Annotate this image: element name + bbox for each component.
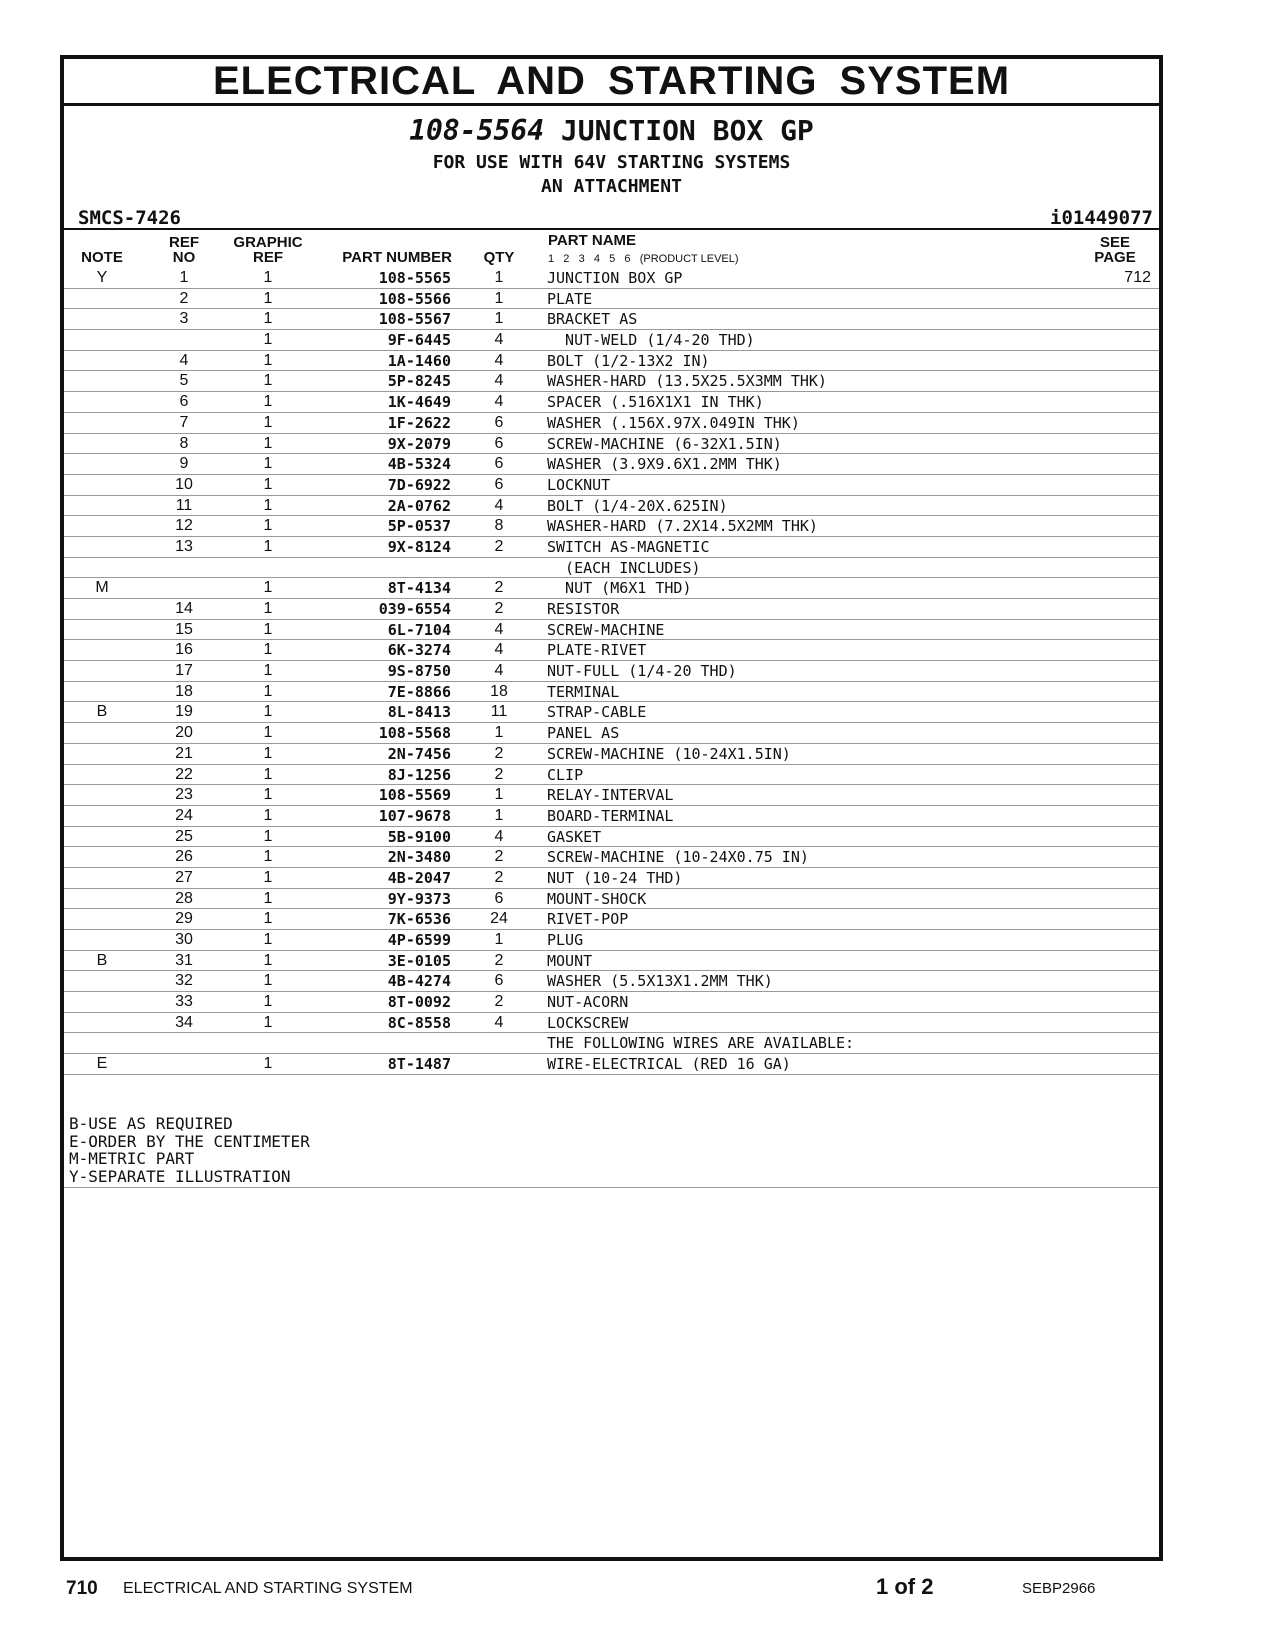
col-note: NOTE <box>81 249 123 266</box>
part-graphic-ref: 1 <box>263 600 273 617</box>
part-number: 1A-1460 <box>387 351 451 370</box>
part-name: WASHER (5.5X13X1.2MM THK) <box>547 972 773 991</box>
col-graphic-top: GRAPHIC <box>233 234 303 251</box>
part-qty: 4 <box>494 351 504 369</box>
part-graphic-ref: 1 <box>263 372 273 390</box>
part-ref-no: 28 <box>175 889 193 907</box>
smcs-code: SMCS-7426 <box>78 207 181 229</box>
part-number: 9S-8750 <box>387 662 451 681</box>
part-name: BRACKET AS <box>547 310 638 329</box>
table-row <box>64 971 1159 992</box>
part-graphic-ref: 1 <box>263 744 273 762</box>
part-note: B <box>96 951 108 969</box>
part-qty: 11 <box>490 703 508 721</box>
part-ref-no: 30 <box>175 931 193 948</box>
part-graphic-ref: 1 <box>263 848 273 866</box>
part-number: 9Y-9373 <box>387 889 451 908</box>
part-number: 6K-3274 <box>387 641 451 660</box>
part-ref-no: 32 <box>175 972 193 990</box>
table-row <box>64 702 1159 723</box>
table-row <box>64 578 1159 599</box>
part-qty: 4 <box>494 1013 504 1031</box>
part-qty: 4 <box>494 331 504 349</box>
table-row <box>64 330 1159 351</box>
part-name: SWITCH AS-MAGNETIC <box>547 537 710 556</box>
part-number: 8L-8413 <box>387 703 451 722</box>
col-see-bottom: PAGE <box>1094 249 1136 266</box>
col-graphic-bottom: REF <box>253 249 283 266</box>
part-graphic-ref: 1 <box>263 351 273 369</box>
part-graphic-ref: 1 <box>263 1055 273 1073</box>
part-name: BOARD-TERMINAL <box>547 806 674 825</box>
part-graphic-ref: 1 <box>263 289 273 307</box>
notes-legend <box>69 1115 310 1185</box>
table-row <box>64 889 1159 910</box>
part-name: WASHER (3.9X9.6X1.2MM THK) <box>547 455 782 474</box>
part-qty: 1 <box>494 931 504 948</box>
part-graphic-ref: 1 <box>263 517 273 535</box>
table-row <box>64 640 1159 661</box>
table-row <box>64 951 1159 972</box>
part-ref-no: 8 <box>179 434 189 452</box>
table-row <box>64 992 1159 1013</box>
part-name: STRAP-CABLE <box>547 703 647 722</box>
part-number: 3E-0105 <box>387 951 451 970</box>
group-number: 108-5564 <box>409 114 545 147</box>
part-ref-no: 20 <box>175 724 193 742</box>
part-name: WASHER (.156X.97X.049IN THK) <box>547 413 800 432</box>
part-graphic-ref: 1 <box>263 868 273 886</box>
table-row <box>64 351 1159 372</box>
table-row <box>64 371 1159 392</box>
table-row <box>64 868 1159 889</box>
table-row <box>64 475 1159 496</box>
part-qty: 6 <box>494 455 504 473</box>
part-number: 6L-7104 <box>387 620 451 639</box>
part-qty: 18 <box>490 682 508 700</box>
part-name: WASHER-HARD (7.2X14.5X2MM THK) <box>547 517 818 536</box>
part-note: M <box>95 579 109 597</box>
part-graphic-ref: 1 <box>263 475 273 493</box>
part-name: NUT (10-24 THD) <box>547 868 683 887</box>
part-name: LOCKNUT <box>547 475 611 494</box>
part-ref-no: 26 <box>175 848 193 866</box>
table-row <box>64 744 1159 765</box>
part-number: 2N-7456 <box>387 744 451 763</box>
part-ref-no: 3 <box>179 310 189 328</box>
part-qty: 4 <box>494 372 504 390</box>
part-ref-no: 9 <box>179 455 189 473</box>
table-row <box>64 806 1159 827</box>
part-qty: 2 <box>494 537 504 555</box>
part-name: (EACH INCLUDES) <box>547 558 701 577</box>
part-qty: 2 <box>494 744 504 762</box>
table-row <box>64 289 1159 310</box>
part-qty: 1 <box>494 289 504 307</box>
part-ref-no: 5 <box>179 372 189 390</box>
part-qty: 6 <box>494 434 504 452</box>
part-graphic-ref: 1 <box>263 413 273 431</box>
part-name: WIRE-ELECTRICAL (RED 16 GA) <box>547 1055 791 1074</box>
part-number: 8J-1256 <box>387 765 451 784</box>
part-qty: 4 <box>494 641 504 659</box>
part-number: 108-5568 <box>378 724 451 743</box>
part-graphic-ref: 1 <box>263 310 273 328</box>
part-graphic-ref: 1 <box>263 579 273 597</box>
part-qty: 2 <box>494 993 504 1011</box>
table-row <box>64 723 1159 744</box>
table-row <box>64 413 1159 434</box>
publication-number: SEBP2966 <box>1022 1580 1096 1597</box>
table-row <box>64 620 1159 641</box>
part-number: 4B-4274 <box>387 972 451 991</box>
part-number: 5B-9100 <box>387 827 451 846</box>
part-number: 5P-8245 <box>387 372 451 391</box>
part-ref-no: 24 <box>175 806 193 824</box>
part-number: 4P-6599 <box>387 931 451 949</box>
part-qty: 2 <box>494 600 504 617</box>
part-name: TERMINAL <box>547 682 620 701</box>
part-number: 1F-2622 <box>387 413 451 432</box>
part-number: 5P-0537 <box>387 517 451 536</box>
note-b: B-USE AS REQUIRED <box>69 1114 233 1133</box>
part-ref-no: 22 <box>175 765 193 783</box>
table-row <box>64 785 1159 806</box>
part-note: B <box>96 703 108 721</box>
part-graphic-ref: 1 <box>263 620 273 638</box>
part-graphic-ref: 1 <box>263 434 273 452</box>
part-ref-no: 7 <box>179 413 189 431</box>
part-qty: 1 <box>494 806 504 824</box>
part-ref-no: 31 <box>175 951 193 969</box>
part-graphic-ref: 1 <box>263 662 273 680</box>
part-qty: 6 <box>494 413 504 431</box>
part-qty: 2 <box>494 579 504 597</box>
part-graphic-ref: 1 <box>263 765 273 783</box>
table-row <box>64 1013 1159 1034</box>
group-title <box>64 114 1159 148</box>
header-divider <box>64 228 1159 230</box>
table-row <box>64 392 1159 413</box>
part-number: 7E-8866 <box>387 682 451 701</box>
part-graphic-ref: 1 <box>263 806 273 824</box>
part-number: 2A-0762 <box>387 496 451 515</box>
part-graphic-ref: 1 <box>263 827 273 845</box>
part-graphic-ref: 1 <box>263 724 273 742</box>
table-row <box>64 909 1159 930</box>
part-ref-no: 4 <box>179 351 189 369</box>
part-name: MOUNT-SHOCK <box>547 889 647 908</box>
part-qty: 24 <box>490 910 508 928</box>
table-row <box>64 661 1159 682</box>
part-ref-no: 33 <box>175 993 193 1011</box>
table-row <box>64 599 1159 620</box>
part-ref-no: 25 <box>175 827 193 845</box>
part-name: SCREW-MACHINE <box>547 620 665 639</box>
part-name: CLIP <box>547 765 584 784</box>
col-ref-top: REF <box>169 234 199 251</box>
table-row <box>64 268 1159 289</box>
part-number: 9X-8124 <box>387 537 451 556</box>
part-ref-no: 21 <box>175 744 193 762</box>
part-qty: 2 <box>494 848 504 866</box>
part-number: 7D-6922 <box>387 475 451 494</box>
part-name: MOUNT <box>547 951 593 970</box>
col-qty: QTY <box>483 249 515 266</box>
table-row <box>64 1054 1159 1075</box>
part-qty: 6 <box>494 475 504 493</box>
table-row <box>64 309 1159 330</box>
part-graphic-ref: 1 <box>263 682 273 700</box>
part-graphic-ref: 1 <box>263 786 273 804</box>
part-name: WASHER-HARD (13.5X25.5X3MM THK) <box>547 372 827 391</box>
part-number: 8T-1487 <box>387 1055 451 1074</box>
part-name: NUT-WELD (1/4-20 THD) <box>547 331 755 350</box>
part-graphic-ref: 1 <box>263 269 273 286</box>
table-row <box>64 434 1159 455</box>
part-graphic-ref: 1 <box>263 889 273 907</box>
part-ref-no: 2 <box>179 289 189 307</box>
part-qty: 4 <box>494 393 504 411</box>
part-name: NUT (M6X1 THD) <box>547 579 692 598</box>
group-name: JUNCTION BOX GP <box>544 114 814 147</box>
system-title: ELECTRICAL AND STARTING SYSTEM <box>64 59 1159 106</box>
part-number: 1K-4649 <box>387 393 451 412</box>
part-ref-no: 27 <box>175 868 193 886</box>
part-number: 4B-5324 <box>387 455 451 474</box>
part-note: Y <box>96 269 108 286</box>
part-name: SPACER (.516X1X1 IN THK) <box>547 393 764 412</box>
part-number: 9F-6445 <box>387 331 451 350</box>
part-number: 108-5565 <box>378 269 451 287</box>
part-qty: 6 <box>494 972 504 990</box>
part-number: 108-5569 <box>378 786 451 805</box>
part-name: GASKET <box>547 827 602 846</box>
part-name: PLATE-RIVET <box>547 641 647 660</box>
part-ref-no: 13 <box>175 537 193 555</box>
part-see-page: 712 <box>1124 269 1151 286</box>
part-number: 4B-2047 <box>387 868 451 887</box>
table-row <box>64 930 1159 951</box>
part-name: SCREW-MACHINE (10-24X0.75 IN) <box>547 848 809 867</box>
part-ref-no: 6 <box>179 393 189 411</box>
note-y: Y-SEPARATE ILLUSTRATION <box>69 1166 291 1186</box>
usage-line: FOR USE WITH 64V STARTING SYSTEMS <box>432 152 791 173</box>
part-graphic-ref: 1 <box>263 641 273 659</box>
part-graphic-ref: 1 <box>263 972 273 990</box>
part-qty: 1 <box>494 786 504 804</box>
part-name: NUT-FULL (1/4-20 THD) <box>547 662 737 681</box>
part-name: SCREW-MACHINE (6-32X1.5IN) <box>547 434 782 453</box>
part-ref-no: 14 <box>175 600 193 617</box>
part-graphic-ref: 1 <box>263 1013 273 1031</box>
part-graphic-ref: 1 <box>263 993 273 1011</box>
col-see-top: SEE <box>1099 234 1130 251</box>
table-row <box>64 516 1159 537</box>
attachment-line: AN ATTACHMENT <box>541 176 682 197</box>
part-ref-no: 29 <box>175 910 193 928</box>
part-name: LOCKSCREW <box>547 1013 629 1032</box>
part-ref-no: 17 <box>175 662 193 680</box>
part-graphic-ref: 1 <box>263 537 273 555</box>
page-count: 1 of 2 <box>876 1574 934 1599</box>
part-name: RELAY-INTERVAL <box>547 786 674 805</box>
part-qty: 1 <box>494 269 504 286</box>
part-note: E <box>96 1055 108 1073</box>
part-graphic-ref: 1 <box>263 951 273 969</box>
notes-divider <box>64 1187 1159 1188</box>
part-number: 108-5566 <box>378 289 451 308</box>
part-qty: 2 <box>494 951 504 969</box>
part-number: 107-9678 <box>378 806 451 825</box>
table-row <box>64 496 1159 517</box>
part-name: RESISTOR <box>547 600 620 618</box>
part-graphic-ref: 1 <box>263 393 273 411</box>
part-name: PLATE <box>547 289 593 308</box>
part-number: 039-6554 <box>378 600 451 618</box>
part-ref-no: 34 <box>175 1013 193 1031</box>
product-level-scale: 1 2 3 4 5 6 (PRODUCT LEVEL) <box>548 253 739 265</box>
part-name: PANEL AS <box>547 724 620 743</box>
table-row <box>64 847 1159 868</box>
part-name: JUNCTION BOX GP <box>547 269 683 287</box>
part-name: NUT-ACORN <box>547 993 629 1012</box>
part-name: BOLT (1/4-20X.625IN) <box>547 496 728 515</box>
col-part-name: PART NAME <box>548 232 637 249</box>
table-row <box>64 537 1159 558</box>
page-number: 710 <box>66 1578 98 1599</box>
part-qty: 4 <box>494 662 504 680</box>
part-number: 7K-6536 <box>387 910 451 929</box>
part-qty: 4 <box>494 827 504 845</box>
part-number: 8C-8558 <box>387 1013 451 1032</box>
part-graphic-ref: 1 <box>263 910 273 928</box>
part-number: 9X-2079 <box>387 434 451 453</box>
part-number: 2N-3480 <box>387 848 451 867</box>
part-number: 8T-0092 <box>387 993 451 1012</box>
part-graphic-ref: 1 <box>263 331 273 349</box>
part-number: 108-5567 <box>378 310 451 329</box>
parts-table <box>64 268 1159 1075</box>
part-number: 8T-4134 <box>387 579 451 598</box>
part-ref-no: 12 <box>175 517 193 535</box>
part-qty: 6 <box>494 889 504 907</box>
part-qty: 1 <box>494 724 504 742</box>
footer-section-title: ELECTRICAL AND STARTING SYSTEM <box>123 1580 413 1597</box>
table-row <box>64 1033 1159 1054</box>
part-ref-no: 1 <box>179 269 189 286</box>
part-ref-no: 19 <box>175 703 193 721</box>
part-graphic-ref: 1 <box>263 496 273 514</box>
part-ref-no: 11 <box>175 496 193 514</box>
part-name: RIVET-POP <box>547 910 629 929</box>
parts-page-frame <box>60 55 1163 1561</box>
part-ref-no: 16 <box>175 641 193 659</box>
note-m: M-METRIC PART <box>69 1149 195 1168</box>
part-name: BOLT (1/2-13X2 IN) <box>547 351 710 370</box>
part-ref-no: 23 <box>175 786 193 804</box>
col-ref-bottom: NO <box>172 249 196 266</box>
part-name: SCREW-MACHINE (10-24X1.5IN) <box>547 744 791 763</box>
table-row <box>64 827 1159 848</box>
part-name: PLUG <box>547 931 584 949</box>
table-row <box>64 454 1159 475</box>
note-e: E-ORDER BY THE CENTIMETER <box>69 1131 310 1151</box>
part-ref-no: 10 <box>175 475 193 493</box>
illustration-id: i01449077 <box>1050 207 1153 229</box>
part-ref-no: 18 <box>175 682 193 700</box>
part-qty: 4 <box>494 620 504 638</box>
part-graphic-ref: 1 <box>263 931 273 948</box>
table-row <box>64 682 1159 703</box>
part-graphic-ref: 1 <box>263 455 273 473</box>
part-qty: 4 <box>494 496 504 514</box>
part-qty: 2 <box>494 765 504 783</box>
table-row <box>64 765 1159 786</box>
part-qty: 2 <box>494 868 504 886</box>
part-name: THE FOLLOWING WIRES ARE AVAILABLE: <box>547 1034 855 1053</box>
part-graphic-ref: 1 <box>263 703 273 721</box>
part-qty: 8 <box>494 517 504 535</box>
part-ref-no: 15 <box>175 620 193 638</box>
part-qty: 1 <box>494 310 504 328</box>
col-part-number: PART NUMBER <box>342 249 452 266</box>
table-row <box>64 558 1159 579</box>
